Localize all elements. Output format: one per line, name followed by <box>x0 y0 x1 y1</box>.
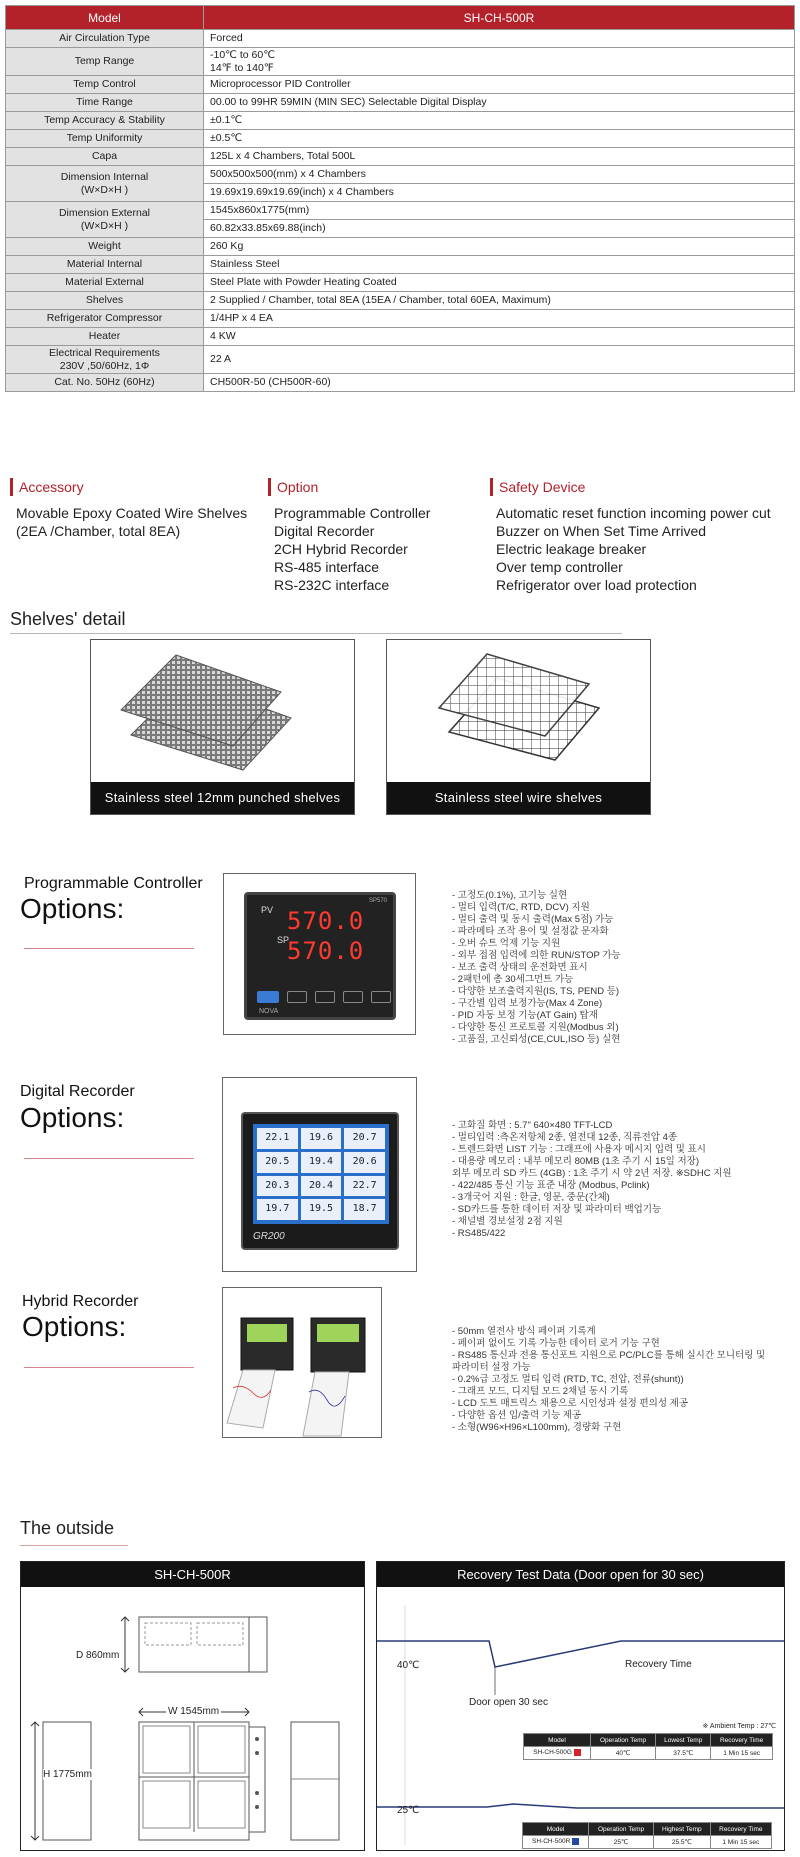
recovery-table-1 <box>523 1733 773 1760</box>
list-item: - 외부 접점 입력에 의한 RUN/STOP 가능 <box>452 950 621 961</box>
table-cell: 37.5℃ <box>656 1747 711 1760</box>
recorder-reading: 20.5 <box>257 1152 298 1173</box>
door-open-label: Door open 30 sec <box>469 1697 548 1708</box>
recorder-reading: 19.4 <box>301 1152 342 1173</box>
wire-shelf-illustration <box>387 640 651 786</box>
list-item: - 보조 출력 상태의 운전화면 표시 <box>452 962 588 973</box>
list-item: - 구간별 입력 보정가능(Max 4 Zone) <box>452 998 603 1009</box>
punched-shelf-illustration <box>91 640 355 786</box>
list-item: Digital Recorder <box>274 523 375 539</box>
list-item: - 트렌드화면 LIST 기능 : 그래프에 사용자 메시지 입력 및 표시 <box>452 1144 706 1155</box>
table-row <box>524 1747 773 1760</box>
spec-value: 19.69x19.69x19.69(inch) x 4 Chambers <box>204 184 795 202</box>
spec-key-line: Dimension External <box>58 206 151 219</box>
spec-row <box>6 48 795 76</box>
spec-header-value: SH-CH-500R <box>204 6 795 30</box>
list-item: 파라미터 설정 가능 <box>452 1362 531 1373</box>
list-item: - 다양한 통신 프로토콜 지원(Modbus 외) <box>452 1022 619 1033</box>
spec-key <box>6 202 204 238</box>
accessory-list <box>10 504 250 540</box>
run-button <box>371 991 391 1003</box>
table-header-row <box>524 1734 773 1747</box>
spec-value: Steel Plate with Powder Heating Coated <box>204 274 795 292</box>
punched-shelf-figure <box>90 639 355 815</box>
recovery-25-line <box>377 1804 785 1808</box>
hr-options-label: Hybrid Recorder <box>22 1293 139 1310</box>
recovery-40-line <box>377 1641 785 1667</box>
controller-body <box>244 892 396 1020</box>
shelves-title: Shelves' detail <box>10 609 126 629</box>
list-item: - 채널별 경보설정 2점 지원 <box>452 1216 563 1227</box>
divider <box>24 948 194 949</box>
spec-key: Temp Range <box>6 48 204 76</box>
recorder-reading: 19.7 <box>257 1199 298 1220</box>
divider <box>20 1545 128 1546</box>
list-item: - 페이퍼 없이도 기록 가능한 데이터 로거 기능 구현 <box>452 1338 660 1349</box>
spec-value: Forced <box>204 30 795 48</box>
programmable-controller-photo <box>223 873 416 1035</box>
model-name: SH-CH-500R <box>532 1838 571 1846</box>
spec-key: Material Internal <box>6 256 204 274</box>
table-header: Operation Temp <box>590 1734 655 1747</box>
list-item: RS-232C interface <box>274 577 390 593</box>
spec-key: Cat. No. 50Hz (60Hz) <box>6 374 204 392</box>
shelf-caption: Stainless steel 12mm punched shelves <box>91 782 354 814</box>
options-heading: Options: <box>20 893 125 924</box>
spec-row <box>6 292 795 310</box>
pc-feature-list <box>452 890 621 1046</box>
list-item: 외부 메모리 SD 카드 (4GB) : 1초 주기 시 약 2년 저장. ※SDHC 지원 <box>452 1168 732 1179</box>
spec-key-line: 230V ,50/60Hz, 1Φ <box>59 359 150 372</box>
temp-40-label: 40℃ <box>397 1660 420 1671</box>
controller-brand: NOVA <box>259 1008 279 1015</box>
list-item: - 고정도(0.1%), 고기능 실현 <box>452 890 568 901</box>
spec-row <box>6 238 795 256</box>
pv-label: PV <box>261 905 274 915</box>
list-item: - 소형(W96×H96×L100mm), 경량화 구현 <box>452 1422 622 1433</box>
list-item: RS-485 interface <box>274 559 380 575</box>
dimensions-drawing <box>21 1587 365 1851</box>
table-header: Model <box>524 1734 591 1747</box>
recorder-reading: 19.6 <box>301 1128 342 1149</box>
table-cell: 40℃ <box>590 1747 655 1760</box>
spec-key: Air Circulation Type <box>6 30 204 48</box>
ambient-note: ※ Ambient Temp : 27℃ <box>702 1723 776 1730</box>
list-item: Electric leakage breaker <box>496 541 647 557</box>
spec-row <box>6 328 795 346</box>
divider <box>24 1367 194 1368</box>
dr-options-label: Digital Recorder <box>20 1083 135 1100</box>
table-row <box>523 1836 772 1849</box>
option-title: Option <box>268 478 468 496</box>
recorder-reading: 22.7 <box>344 1176 385 1197</box>
spec-value-line: 14℉ to 140℉ <box>210 61 274 74</box>
temp-25-label: 25℃ <box>397 1805 420 1816</box>
down-button <box>287 991 307 1003</box>
recorder-reading: 22.1 <box>257 1128 298 1149</box>
spec-header-key: Model <box>6 6 204 30</box>
spec-key: Capa <box>6 148 204 166</box>
list-item: - 그래프 모드, 디지털 모드 2채널 동시 기록 <box>452 1386 629 1397</box>
recorder-screen <box>253 1124 389 1224</box>
spec-value: 500x500x500(mm) x 4 Chambers <box>204 166 795 184</box>
spec-value: 22 A <box>204 346 795 374</box>
spec-row <box>6 130 795 148</box>
width-label: W 1545mm <box>168 1706 220 1717</box>
spec-key: Temp Control <box>6 76 204 94</box>
list-item: - 다양한 옵션 입/출력 기능 제공 <box>452 1410 582 1421</box>
divider <box>24 1158 194 1159</box>
recorder-body <box>241 1112 399 1250</box>
spec-row <box>6 166 795 184</box>
spec-row <box>6 94 795 112</box>
spec-header-row <box>6 6 795 30</box>
spec-key: Time Range <box>6 94 204 112</box>
table-cell: 1 Min 15 sec <box>710 1836 771 1849</box>
blue-series-swatch <box>572 1838 579 1845</box>
table-header: Highest Temp <box>654 1823 711 1836</box>
spec-row <box>6 256 795 274</box>
spec-value: ±0.5℃ <box>204 130 795 148</box>
list-item: - 멀티 입력(T/C, RTD, DCV) 지원 <box>452 902 590 913</box>
outside-title: The outside <box>20 1518 115 1538</box>
dimensions-panel <box>20 1561 365 1851</box>
safety-title: Safety Device <box>490 478 795 496</box>
controller-model: SP570 <box>368 898 387 904</box>
table-cell: 25.5℃ <box>654 1836 711 1849</box>
list-item: 2CH Hybrid Recorder <box>274 541 408 557</box>
list-item: - 오버 슈트 억제 기능 지원 <box>452 938 561 949</box>
table-header: Lowest Temp <box>656 1734 711 1747</box>
table-cell <box>524 1747 591 1760</box>
spec-key-line: (W×D×H ) <box>80 183 129 196</box>
list-item: - 3개국어 지원 : 한글, 영문, 중문(간체) <box>452 1192 610 1203</box>
depth-label: D 860mm <box>76 1650 120 1661</box>
red-series-swatch <box>574 1749 581 1756</box>
spec-row <box>6 112 795 130</box>
spec-row <box>6 202 795 220</box>
spec-key-line: (W×D×H ) <box>80 219 129 232</box>
list-item: - RS485 통신과 전용 통신포트 지원으로 PC/PLC를 통해 실시간 모니터링 및 <box>452 1350 766 1361</box>
hybrid-recorder-photo <box>222 1287 382 1438</box>
recorder-reading: 20.3 <box>257 1176 298 1197</box>
recovery-chart <box>377 1587 785 1851</box>
digital-recorder-photo <box>222 1077 417 1272</box>
spec-row <box>6 274 795 292</box>
spec-key <box>6 346 204 374</box>
list-item: Automatic reset function incoming power cut <box>496 505 771 521</box>
list-item: - PID 자동 보정 기능(AT Gain) 탑재 <box>452 1010 598 1021</box>
height-label: H 1775mm <box>43 1769 92 1780</box>
spec-value: CH500R-50 (CH500R-60) <box>204 374 795 392</box>
shelf-caption: Stainless steel wire shelves <box>387 782 650 814</box>
spec-value: Microprocessor PID Controller <box>204 76 795 94</box>
table-cell <box>523 1836 589 1849</box>
spec-key <box>6 166 204 202</box>
spec-key: Weight <box>6 238 204 256</box>
model-name: SH-CH-500G <box>533 1749 572 1757</box>
list-item: - RS485/422 <box>452 1228 506 1239</box>
list-item: - 0.2%급 고정도 멀티 입력 (RTD, TC, 전압, 전류(shunt)) <box>452 1374 684 1385</box>
spec-key-line: Dimension Internal <box>60 170 149 183</box>
table-header: Operation Temp <box>589 1823 654 1836</box>
list-item: - 다양한 보조출력지원(IS, TS, PEND 등) <box>452 986 620 997</box>
list-item: - 고화질 화면 : 5.7" 640×480 TFT-LCD <box>452 1120 613 1131</box>
list-item: Refrigerator over load protection <box>496 577 697 593</box>
recovery-time-label: Recovery Time <box>625 1659 692 1670</box>
list-item: - 파라메타 조작 용이 및 설정값 문자화 <box>452 926 609 937</box>
spec-value: 2 Supplied / Chamber, total 8EA (15EA / Chamber, total 60EA, Maximum) <box>204 292 795 310</box>
list-item: - LCD 도트 매트릭스 채용으로 시인성과 설정 편의성 제공 <box>452 1398 689 1409</box>
mode-button <box>343 991 363 1003</box>
table-header: Recovery Time <box>711 1734 773 1747</box>
list-item: Over temp controller <box>496 559 623 575</box>
spec-value: ±0.1℃ <box>204 112 795 130</box>
spec-value: 4 KW <box>204 328 795 346</box>
dimensions-panel-title: SH-CH-500R <box>21 1562 364 1587</box>
list-item: - 고품질, 고신뢰성(CE,CUL,ISO 등) 실현 <box>452 1034 621 1045</box>
spec-row <box>6 310 795 328</box>
recorder-reading: 20.4 <box>301 1176 342 1197</box>
spec-key: Refrigerator Compressor <box>6 310 204 328</box>
safety-section <box>490 478 795 594</box>
table-cell: 25℃ <box>589 1836 654 1849</box>
list-item: - 2패턴에 총 30세그먼트 가능 <box>452 974 574 985</box>
spec-value: 00.00 to 99HR 59MIN (MIN SEC) Selectable Digital Display <box>204 94 795 112</box>
spec-value-line: -10℃ to 60℃ <box>210 48 276 61</box>
spec-value: 125L x 4 Chambers, Total 500L <box>204 148 795 166</box>
sp-display: 570.0 <box>287 937 365 965</box>
recorder-reading: 18.7 <box>344 1199 385 1220</box>
spec-value: 1/4HP x 4 EA <box>204 310 795 328</box>
table-cell: 1 Min 15 sec <box>711 1747 773 1760</box>
recovery-panel <box>376 1561 785 1851</box>
spec-row <box>6 148 795 166</box>
list-item: - SD카드를 통한 데이터 저장 및 파라미터 백업기능 <box>452 1204 662 1215</box>
spec-value: 1545x860x1775(mm) <box>204 202 795 220</box>
recorder-reading: 20.7 <box>344 1128 385 1149</box>
spec-value: Stainless Steel <box>204 256 795 274</box>
recorder-brand: GR200 <box>253 1231 285 1242</box>
recovery-table-2-body <box>522 1822 772 1849</box>
spec-value: 260 Kg <box>204 238 795 256</box>
hybrid-recorder-illustration <box>223 1288 382 1438</box>
spec-row <box>6 346 795 374</box>
divider <box>10 633 622 634</box>
spec-key: Temp Accuracy & Stability <box>6 112 204 130</box>
spec-key: Heater <box>6 328 204 346</box>
spec-table <box>5 5 795 392</box>
spec-key-line: Electrical Requirements <box>49 346 160 359</box>
options-heading: Options: <box>22 1311 127 1342</box>
accessory-title: Accessory <box>10 478 250 496</box>
spec-key: Shelves <box>6 292 204 310</box>
spec-key: Material External <box>6 274 204 292</box>
list-item: Buzzer on When Set Time Arrived <box>496 523 707 539</box>
recorder-reading: 19.5 <box>301 1199 342 1220</box>
sp-label: SP <box>277 935 290 945</box>
set-button <box>257 991 279 1003</box>
recovery-panel-title: Recovery Test Data (Door open for 30 sec) <box>377 1562 784 1587</box>
spec-row <box>6 374 795 392</box>
spec-key: Temp Uniformity <box>6 130 204 148</box>
spec-row <box>6 76 795 94</box>
hr-feature-list <box>452 1326 765 1434</box>
accessory-section <box>10 478 250 540</box>
dr-feature-list <box>452 1120 732 1240</box>
list-item: Programmable Controller <box>274 505 431 521</box>
spec-value <box>204 48 795 76</box>
pc-options-label: Programmable Controller <box>24 875 203 892</box>
options-heading: Options: <box>20 1102 125 1133</box>
table-header: Model <box>523 1823 589 1836</box>
option-list <box>268 504 468 594</box>
up-button <box>315 991 335 1003</box>
table-header: Recovery Time <box>710 1823 771 1836</box>
list-item: - 422/485 통신 기능 표준 내장 (Modbus, Pclink) <box>452 1180 650 1191</box>
list-item: Movable Epoxy Coated Wire Shelves <box>16 505 248 521</box>
list-item: - 대용량 메모리 : 내부 메모리 80MB (1초 주기 시 15일 저장) <box>452 1156 700 1167</box>
option-section <box>268 478 468 594</box>
pv-display: 570.0 <box>287 907 365 935</box>
wire-shelf-figure <box>386 639 651 815</box>
list-item: (2EA /Chamber, total 8EA) <box>16 523 181 539</box>
safety-list <box>490 504 795 594</box>
list-item: - 50mm 열전사 방식 페이퍼 기록계 <box>452 1326 596 1337</box>
spec-row <box>6 30 795 48</box>
recorder-reading: 20.6 <box>344 1152 385 1173</box>
list-item: - 멀티 출력 및 동시 출력(Max 5점) 가능 <box>452 914 614 925</box>
spec-value: 60.82x33.85x69.88(inch) <box>204 220 795 238</box>
table-header-row <box>523 1823 772 1836</box>
list-item: - 멀티입력 :측온저항체 2종, 열전대 12종, 직류전압 4종 <box>452 1132 678 1143</box>
